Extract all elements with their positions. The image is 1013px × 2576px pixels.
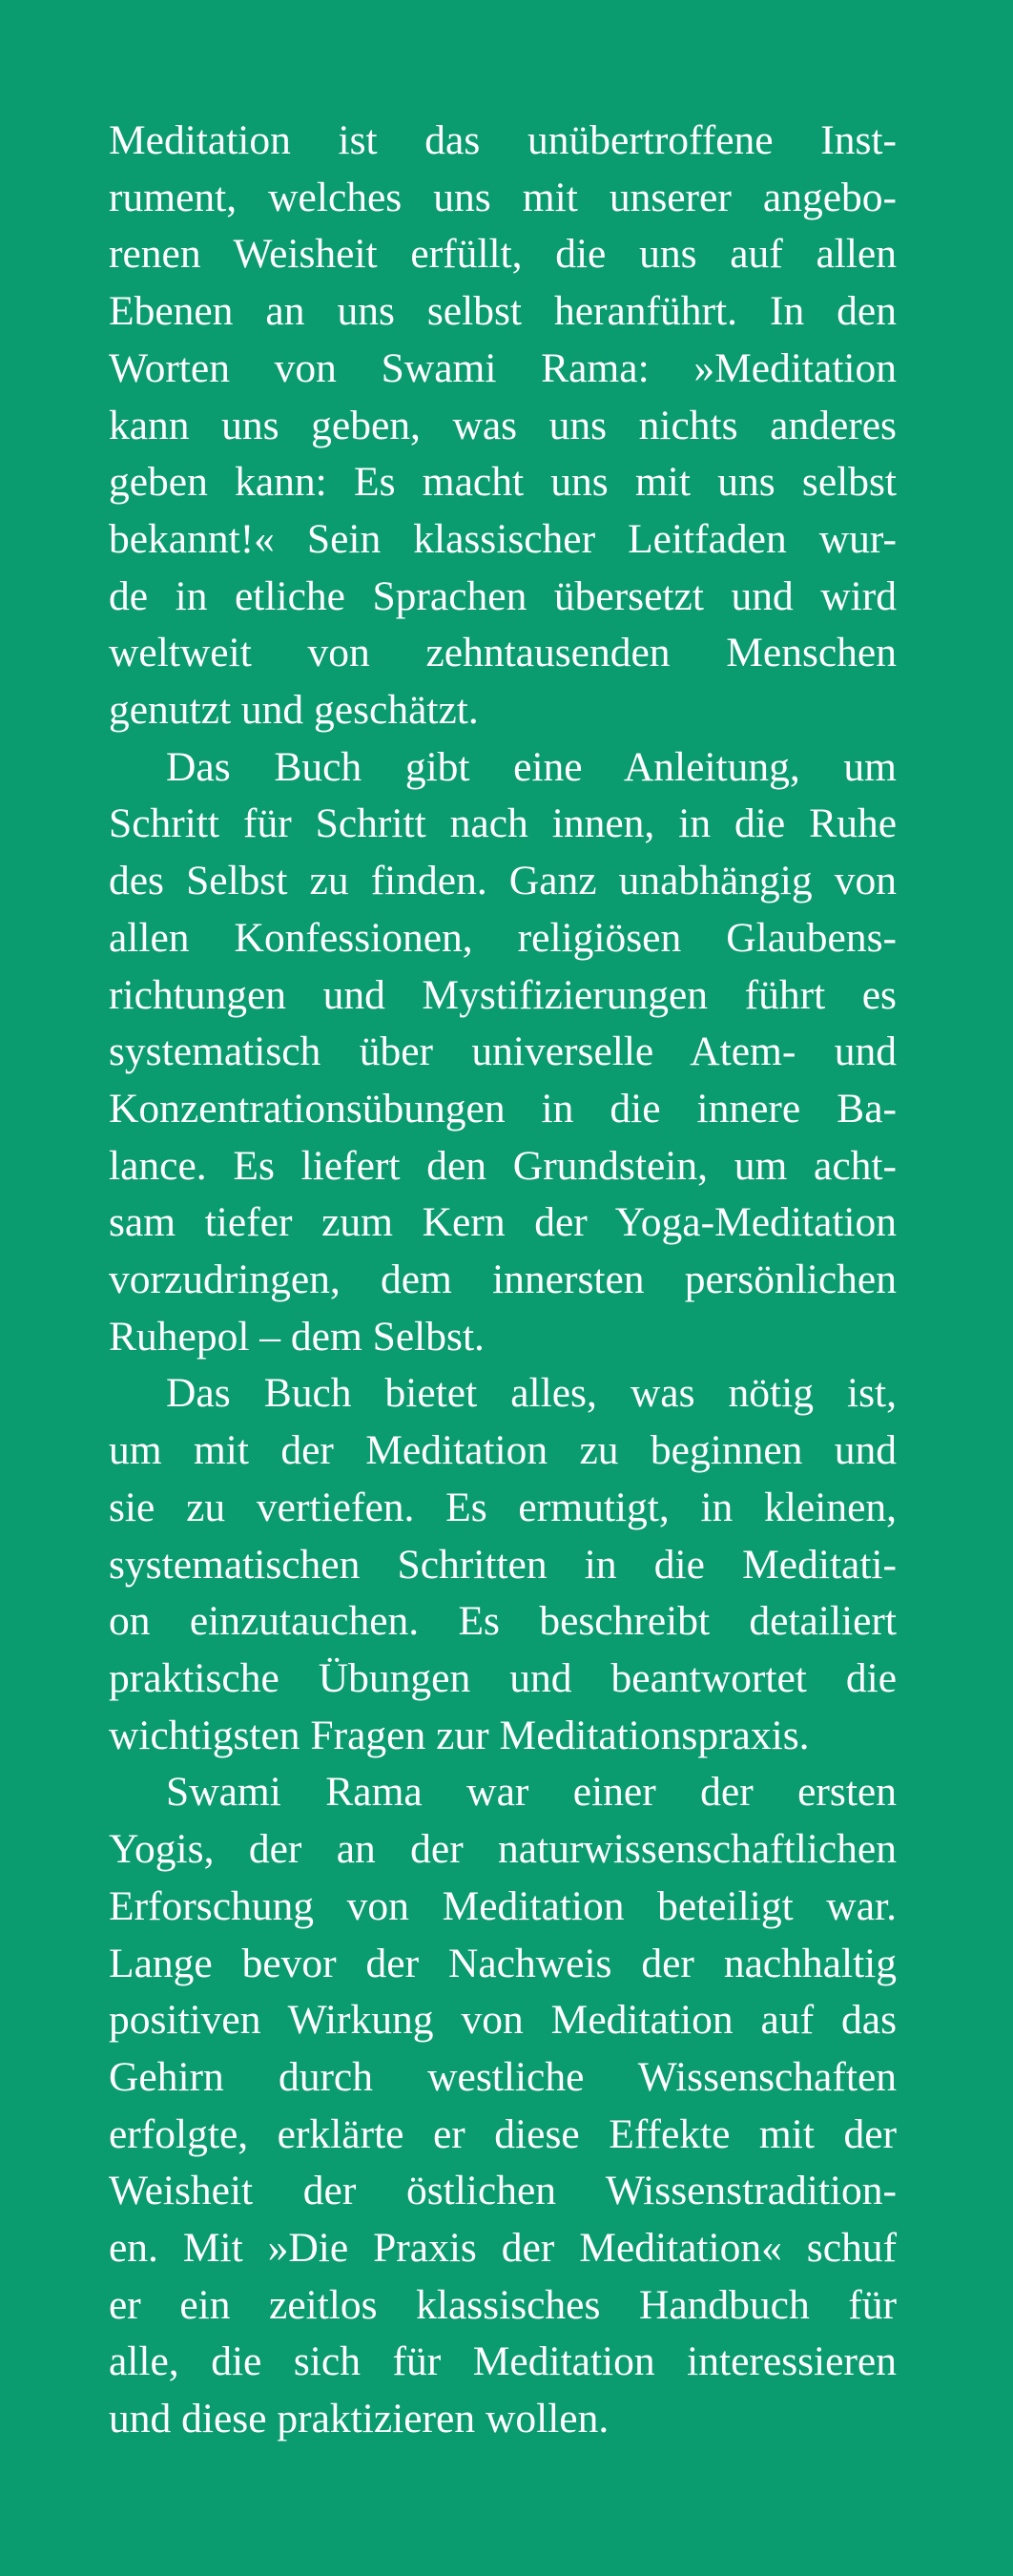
text-line: kann uns geben, was uns nichts anderes bbox=[109, 402, 897, 448]
text-line: Schritt für Schritt nach innen, in die Ruhe bbox=[109, 800, 897, 847]
text-line: rument, welches uns mit unserer angebo- bbox=[109, 174, 897, 220]
text-line: en. Mit »Die Praxis der Meditation« schuf bbox=[109, 2225, 897, 2272]
text-line: systematischen Schritten in die Meditati- bbox=[109, 1541, 897, 1588]
text-line: Konzentrationsübungen in die innere Ba- bbox=[109, 1085, 897, 1132]
text-line: Erforschung von Meditation beteiligt war. bbox=[109, 1882, 897, 1929]
text-line: Das Buch gibt eine Anleitung, um bbox=[166, 743, 897, 790]
text-line: Worten von Swami Rama: »Meditation bbox=[109, 344, 897, 391]
paragraph-1 bbox=[109, 113, 897, 739]
text-line: sam tiefer zum Kern der Yoga-Meditation bbox=[109, 1199, 897, 1246]
text-line: Meditation ist das unübertroffene Inst- bbox=[109, 117, 897, 163]
text-line: Ruhepol – dem Selbst. bbox=[109, 1313, 485, 1360]
text-line: praktische Übungen und beantwortet die bbox=[109, 1654, 897, 1701]
text-line: Ebenen an uns selbst heranführt. In den bbox=[109, 288, 897, 335]
text-line: des Selbst zu finden. Ganz unabhängig von bbox=[109, 858, 897, 904]
text-line: positiven Wirkung von Meditation auf das bbox=[109, 1997, 897, 2044]
blurb-text bbox=[109, 113, 897, 2448]
paragraph-2 bbox=[109, 739, 897, 1366]
paragraph-3 bbox=[109, 1365, 897, 1764]
text-line: systematisch über universelle Atem- und bbox=[109, 1028, 897, 1075]
text-line: Yogis, der an der naturwissenschaftlichen bbox=[109, 1826, 897, 1873]
text-line: Lange bevor der Nachweis der nachhaltig bbox=[109, 1940, 897, 1986]
text-line: Swami Rama war einer der ersten bbox=[166, 1769, 897, 1816]
text-line: sie zu vertiefen. Es ermutigt, in kleinen, bbox=[109, 1484, 897, 1530]
text-line: allen Konfessionen, religiösen Glaubens- bbox=[109, 914, 897, 961]
text-line: on einzutauchen. Es beschreibt detailiert bbox=[109, 1598, 897, 1645]
text-line: alle, die sich für Meditation interessieren bbox=[109, 2338, 897, 2385]
text-line: Das Buch bietet alles, was nötig ist, bbox=[166, 1370, 897, 1417]
text-line: und diese praktizieren wollen. bbox=[109, 2396, 610, 2442]
text-line: wichtigsten Fragen zur Meditationspraxis. bbox=[109, 1712, 810, 1758]
text-line: er ein zeitlos klassisches Handbuch für bbox=[109, 2281, 897, 2328]
text-line: de in etliche Sprachen übersetzt und wird bbox=[109, 572, 897, 619]
text-line: renen Weisheit erfüllt, die uns auf allen bbox=[109, 231, 897, 278]
text-line: Weisheit der östlichen Wissenstradition- bbox=[109, 2168, 897, 2214]
text-line: Gehirn durch westliche Wissenschaften bbox=[109, 2053, 897, 2100]
text-line: vorzudringen, dem innersten persönlichen bbox=[109, 1257, 897, 1303]
text-line: richtungen und Mystifizierungen führt es bbox=[109, 971, 897, 1018]
text-line: erfolgte, erklärte er diese Effekte mit der bbox=[109, 2110, 897, 2157]
paragraph-4 bbox=[109, 1764, 897, 2447]
text-line: um mit der Meditation zu beginnen und bbox=[109, 1427, 897, 1474]
text-line: weltweit von zehntausenden Menschen bbox=[109, 630, 897, 676]
text-line: bekannt!« Sein klassischer Leitfaden wur- bbox=[109, 515, 897, 562]
text-line: lance. Es liefert den Grundstein, um acht- bbox=[109, 1142, 897, 1189]
text-line: geben kann: Es macht uns mit uns selbst bbox=[109, 459, 897, 506]
text-line: genutzt und geschätzt. bbox=[109, 687, 479, 734]
